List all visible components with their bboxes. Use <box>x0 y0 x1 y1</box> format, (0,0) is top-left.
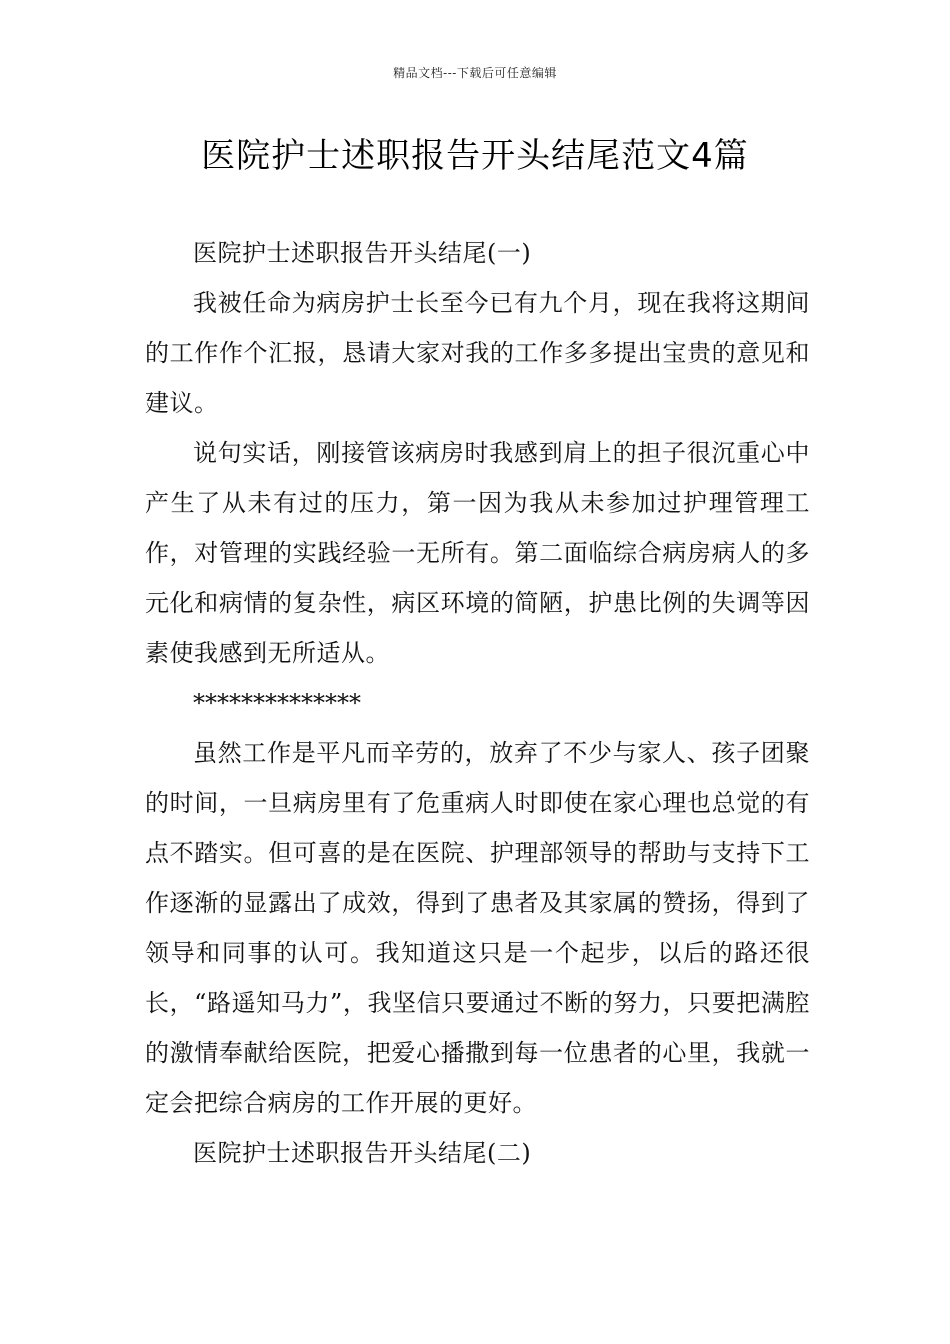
document-body <box>145 228 810 1178</box>
header-note: 精品文档---下载后可任意编辑 <box>393 66 557 80</box>
section-heading-1: 医院护士述职报告开头结尾(一) <box>193 239 532 267</box>
omission-divider: ************** <box>193 689 361 717</box>
paragraph-pressure: 说句实话，刚接管该病房时我感到肩上的担子很沉重心中产生了从未有过的压力，第一因为我从未参加过护理管理工作，对管理的实践经验一无所有。第二面临综合病房病人的多元化和病情的复杂性，病区环境的简陋，护患比例的失调等因素使我感到无所适从。 <box>145 439 810 667</box>
paragraph-conclusion: 虽然工作是平凡而辛劳的，放弃了不少与家人、孩子团聚的时间，一旦病房里有了危重病人时即使在家心理也总觉的有点不踏实。但可喜的是在医院、护理部领导的帮助与支持下工作逐渐的显露出了成效，得到了患者及其家属的赞扬，得到了领导和同事的认可。我知道这只是一个起步，以后的路还很长，“路遥知马力”，我坚信只要通过不断的努力，只要把满腔的激情奉献给医院，把爱心播撒到每一位患者的心里，我就一定会把综合病房的工作开展的更好。 <box>145 739 810 1117</box>
section-heading-2: 医院护士述职报告开头结尾(二) <box>193 1139 532 1167</box>
paragraph-intro: 我被任命为病房护士长至今已有九个月，现在我将这期间的工作作个汇报，恳请大家对我的工作多多提出宝贵的意见和建议。 <box>145 289 810 417</box>
document-title: 医院护士述职报告开头结尾范文4篇 <box>201 136 749 176</box>
